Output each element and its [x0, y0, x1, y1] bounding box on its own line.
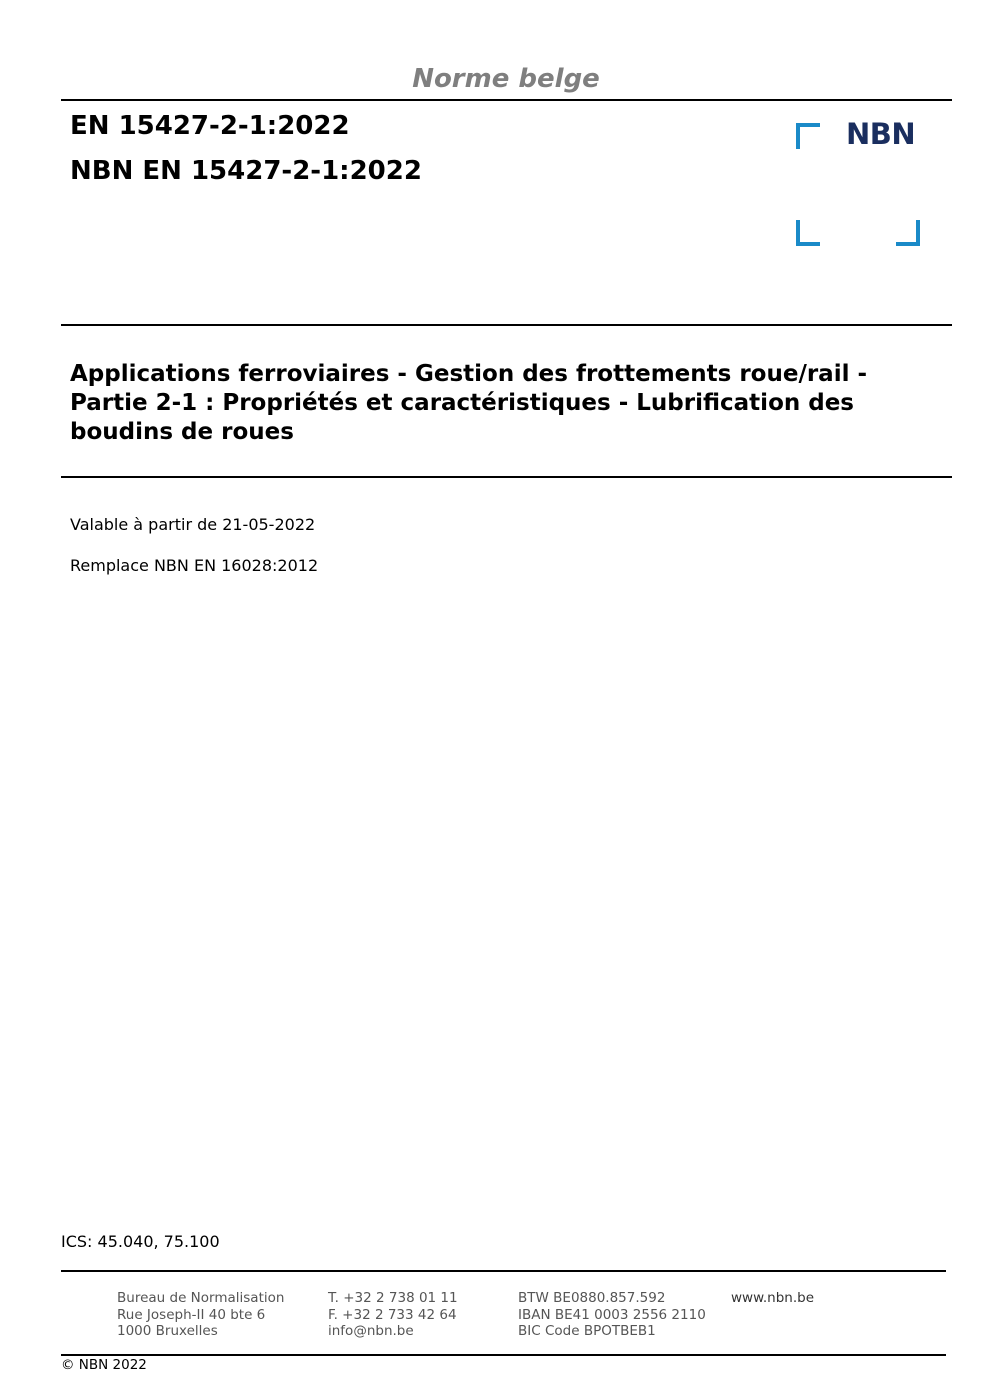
logo-corner-top-left [796, 123, 822, 151]
footer-website [731, 1290, 814, 1307]
ics-codes: ICS: 45.040, 75.100 [61, 1232, 220, 1251]
footer-bottom-rule [61, 1354, 946, 1356]
nbn-standard-number: NBN EN 15427-2-1:2022 [70, 156, 422, 186]
footer-vat-number: BTW BE0880.857.592 [518, 1290, 666, 1306]
footer-phone: T. +32 2 738 01 11 [328, 1290, 458, 1306]
validity-date: Valable à partir de 21-05-2022 [70, 515, 316, 534]
logo-corner-bottom-left [796, 218, 822, 246]
footer-bank-details [518, 1290, 706, 1340]
footer-contact [328, 1290, 458, 1340]
replaces-standard: Remplace NBN EN 16028:2012 [70, 556, 319, 575]
footer-fax: F. +32 2 733 42 64 [328, 1306, 457, 1323]
footer-top-rule [61, 1270, 946, 1272]
copyright-notice: © NBN 2022 [61, 1357, 147, 1373]
footer-address-line: Rue Joseph-II 40 bte 6 [117, 1306, 266, 1323]
footer-address [117, 1290, 284, 1340]
logo-corner-bottom-right [894, 218, 920, 246]
logo-text: NBN [846, 117, 916, 151]
document-type-label: Norme belge [412, 64, 600, 94]
title-top-rule [61, 324, 952, 326]
title-bottom-rule [61, 476, 952, 478]
footer-email-link[interactable]: info@nbn.be [328, 1323, 414, 1339]
document-title: Applications ferroviaires - Gestion des frottements roue/rail - Partie 2-1 : Propriétés et caractéristiques - Lubrification des boudins de roues [70, 361, 868, 445]
footer-iban: IBAN BE41 0003 2556 2110 [518, 1306, 706, 1323]
footer-address-line: 1000 Bruxelles [117, 1323, 218, 1339]
nbn-logo [0, 0, 992, 260]
footer-bic: BIC Code BPOTBEB1 [518, 1323, 656, 1339]
en-standard-number: EN 15427-2-1:2022 [70, 111, 350, 141]
footer-website-link[interactable]: www.nbn.be [731, 1290, 815, 1306]
footer-address-line: Bureau de Normalisation [117, 1290, 285, 1306]
